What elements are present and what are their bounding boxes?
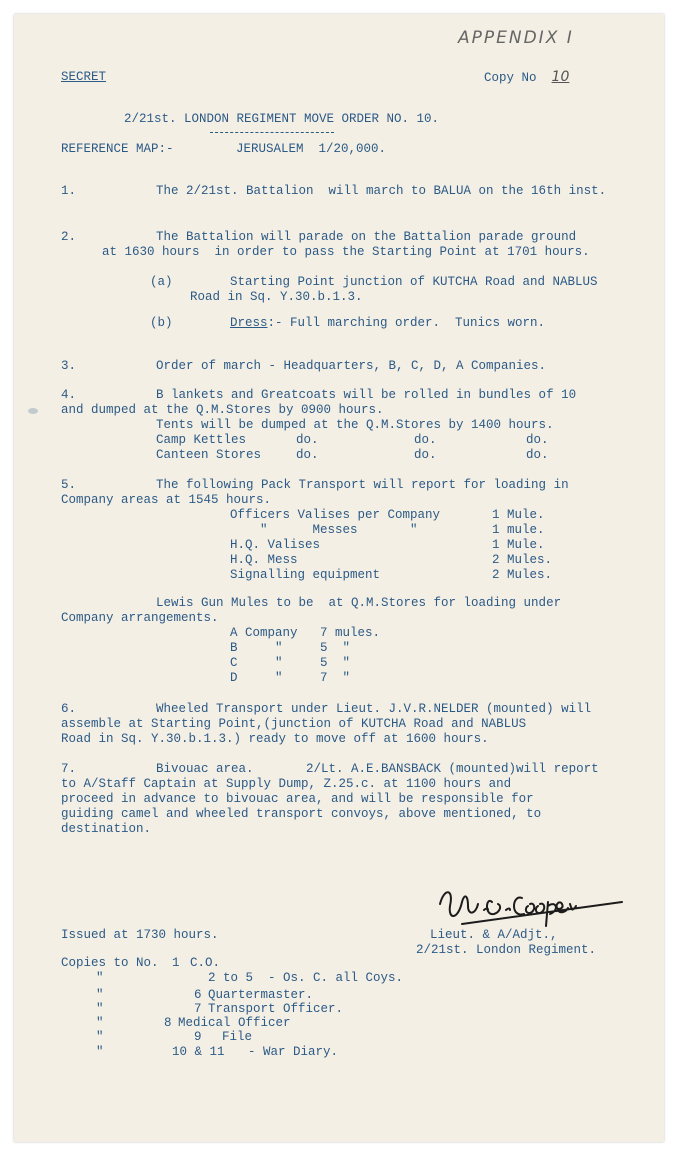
reference-map-label: REFERENCE MAP:- [61,142,174,156]
ditto-mark: " [96,1016,104,1030]
signatory-unit: 2/21st. London Regiment. [416,943,597,957]
copy-recipient: Quartermaster. [208,988,314,1002]
transport-item: " Messes " [260,523,418,537]
copy-recipient: Medical Officer [178,1016,291,1030]
copy-number [484,70,592,86]
subparagraph-label: (b) [150,316,173,330]
transport-item: H.Q. Valises [230,538,321,552]
company-item: C " [230,656,283,670]
paragraph-line: to A/Staff Captain at Supply Dump, Z.25.c. at 1100 hours and [61,777,512,791]
document-title: 2/21st. LONDON REGIMENT MOVE ORDER NO. 10. [124,112,440,126]
company-qty: 7 mules. [320,626,381,640]
paragraph-line: Wheeled Transport under Lieut. J.V.R.NELDER (mounted) will [156,702,592,716]
paragraph-line: Bivouac area. 2/Lt. A.E.BANSBACK (mounted)will report [156,762,599,776]
transport-qty: 2 Mules. [492,553,553,567]
document-page [14,14,664,1142]
paragraph-line: destination. [61,822,152,836]
copy-number: 2 to 5 [208,971,254,985]
signatory-rank: Lieut. & A/Adjt., [430,928,558,942]
subparagraph-line: Starting Point junction of KUTCHA Road and NABLUS [230,275,598,289]
ditto-mark: " [96,1045,104,1059]
copy-number: 9 [194,1030,202,1044]
ditto-mark: do. [296,433,319,447]
transport-qty: 2 Mules. [492,568,553,582]
paragraph-line: guiding camel and wheeled transport convoys, above mentioned, to [61,807,542,821]
paragraph-line: proceed in advance to bivouac area, and will be responsible for [61,792,534,806]
paragraph-line: The Battalion will parade on the Battalion parade ground [156,230,577,244]
paragraph-number: 6. [61,702,77,716]
copy-recipient: Transport Officer. [208,1002,344,1016]
ditto-mark: do. [526,448,549,462]
transport-item: Officers Valises per Company [230,508,441,522]
copy-number: 7 [194,1002,202,1016]
paragraph-line: Order of march - Headquarters, B, C, D, A Companies. [156,359,547,373]
subparagraph-line: Road in Sq. Y.30.b.1.3. [190,290,363,304]
title-underline [210,132,334,133]
paragraph-number: 1. [61,184,77,198]
appendix-annotation: APPENDIX I [458,28,574,48]
ditto-mark: " [96,971,104,985]
copy-number: 6 [194,988,202,1002]
paragraph-line: The 2/21st. Battalion will march to BALUA on the 16th inst. [156,184,607,198]
transport-qty: 1 mule. [492,523,545,537]
copy-number: 10 & 11 [172,1045,225,1059]
copy-recipient: - War Diary. [248,1045,339,1059]
paragraph-line: assemble at Starting Point,(junction of KUTCHA Road and NABLUS [61,717,527,731]
company-item: A Company [230,626,298,640]
paragraph-number: 4. [61,388,77,402]
dress-label: Dress [230,316,268,330]
copy-number: 1 [172,956,180,970]
store-item: Canteen Stores [156,448,262,462]
paragraph-number: 3. [61,359,77,373]
paragraph-line: and dumped at the Q.M.Stores by 0900 hours. [61,403,384,417]
paragraph-line: The following Pack Transport will report for loading in [156,478,569,492]
company-qty: 7 " [320,671,351,685]
ditto-mark: do. [414,448,437,462]
copy-label: Copy No [484,71,537,85]
transport-item: Signalling equipment [230,568,381,582]
company-item: D " [230,671,283,685]
paragraph-line: Road in Sq. Y.30.b.1.3.) ready to move off at 1600 hours. [61,732,489,746]
transport-qty: 1 Mule. [492,538,545,552]
store-item: Camp Kettles [156,433,247,447]
paragraph-line: Lewis Gun Mules to be at Q.M.Stores for loading under [156,596,562,610]
copy-number: 8 [164,1016,172,1030]
signature [432,876,632,936]
paragraph-line: Tents will be dumped at the Q.M.Stores by 1400 hours. [156,418,554,432]
ditto-mark: do. [526,433,549,447]
paragraph-line: at 1630 hours in order to pass the Starting Point at 1701 hours. [102,245,590,259]
copies-label: Copies to No. [61,956,159,970]
paragraph-number: 2. [61,230,77,244]
paragraph-line: Company arrangements. [61,611,219,625]
dress-text: :- Full marching order. Tunics worn. [267,316,546,330]
subparagraph-label: (a) [150,275,173,289]
ink-mark [28,408,38,414]
copy-recipient: - Os. C. all Coys. [268,971,404,985]
ditto-mark: " [96,1002,104,1016]
paragraph-number: 5. [61,478,77,492]
transport-item: H.Q. Mess [230,553,298,567]
copy-recipient: C.O. [190,956,221,970]
ditto-mark: do. [296,448,319,462]
paragraph-number: 7. [61,762,77,776]
issued-time: Issued at 1730 hours. [61,928,219,942]
ditto-mark: " [96,988,104,1002]
dress-line [230,316,545,331]
transport-qty: 1 Mule. [492,508,545,522]
paragraph-line: B lankets and Greatcoats will be rolled in bundles of 10 [156,388,577,402]
company-item: B " [230,641,283,655]
copy-number-value: 10 [551,69,570,85]
classification-label: SECRET [61,70,107,84]
ditto-mark: " [96,1030,104,1044]
company-qty: 5 " [320,656,351,670]
company-qty: 5 " [320,641,351,655]
reference-map-value: JERUSALEM 1/20,000. [236,142,387,156]
ditto-mark: do. [414,433,437,447]
paragraph-line: Company areas at 1545 hours. [61,493,272,507]
copy-recipient: File [222,1030,253,1044]
